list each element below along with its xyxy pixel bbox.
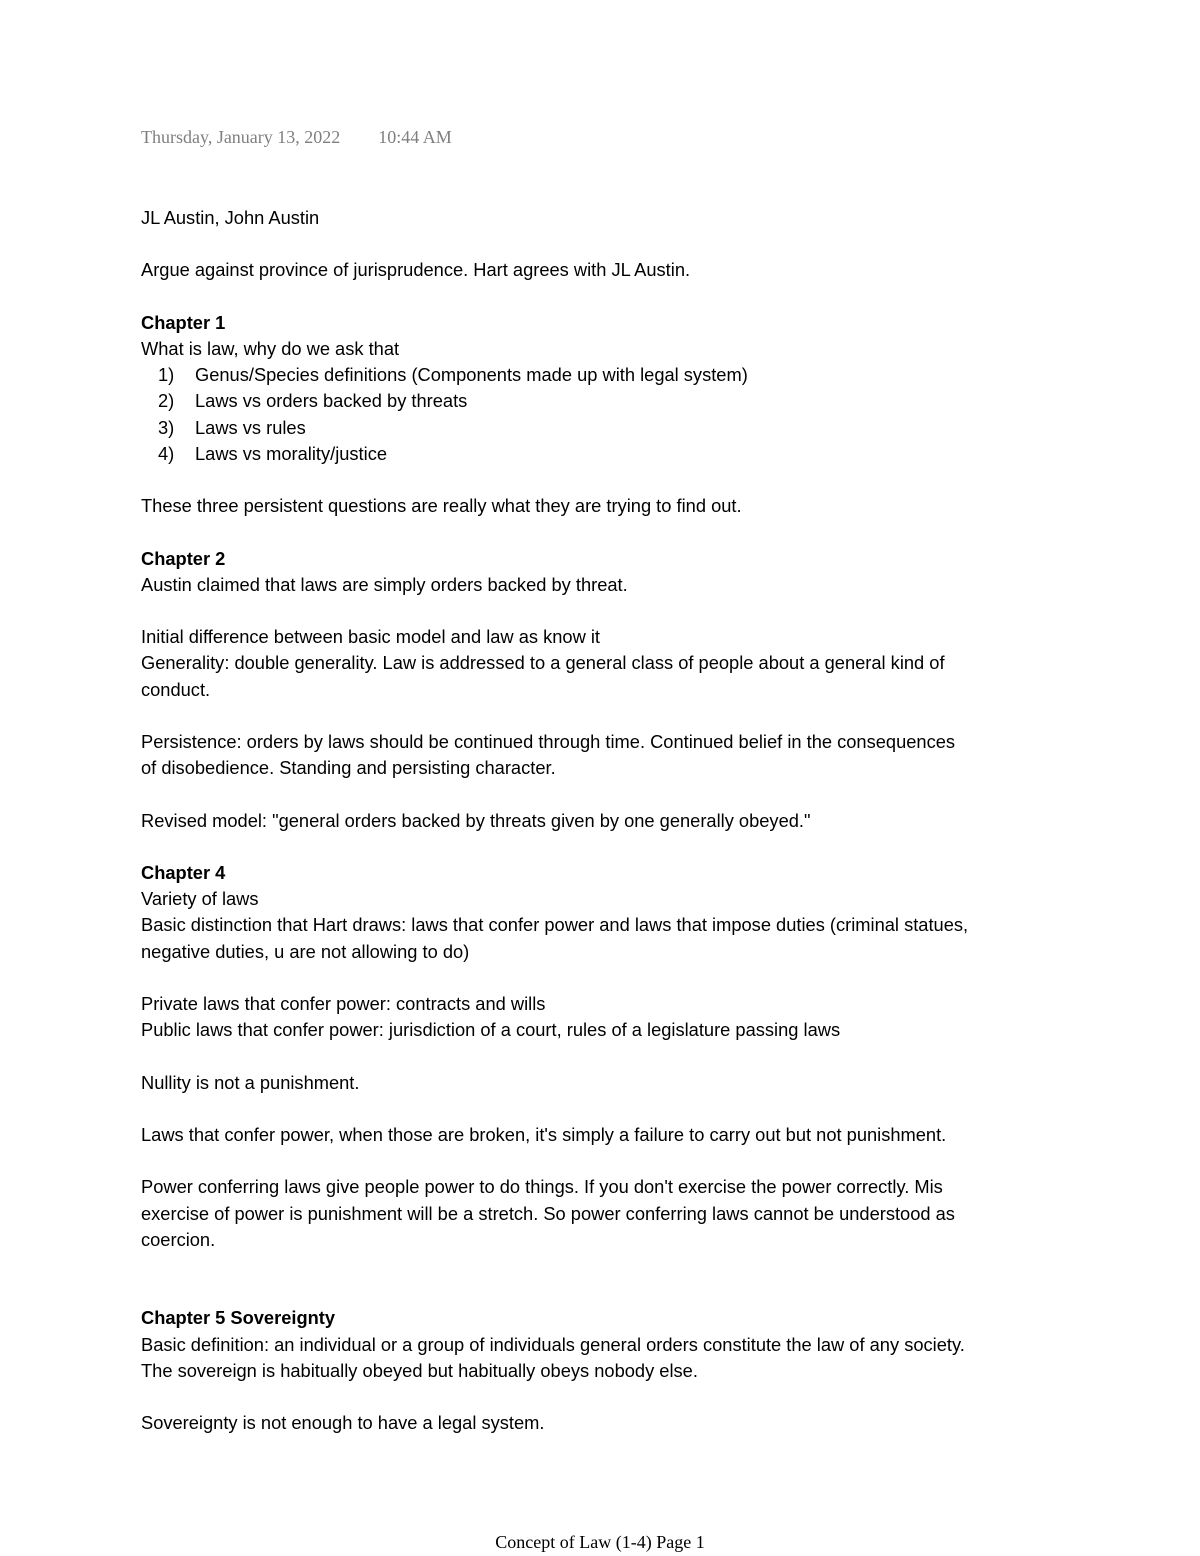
- list-item: [141, 441, 971, 467]
- spacer: [141, 1279, 971, 1305]
- chapter5-enough: Sovereignty is not enough to have a legal system.: [141, 1412, 545, 1434]
- chapter1-list: [141, 362, 971, 467]
- list-text: Genus/Species definitions (Components made up with legal system): [195, 364, 748, 386]
- list-number: 3): [158, 416, 175, 438]
- chapter2-revised: Revised model: "general orders backed by threats given by one generally obeyed.": [141, 809, 811, 831]
- chapter1-question: What is law, why do we ask that: [141, 337, 400, 359]
- chapter1-summary: These three persistent questions are really what they are trying to find out.: [141, 495, 742, 517]
- note-body: [141, 205, 971, 1436]
- authors-line: JL Austin, John Austin: [141, 207, 320, 228]
- chapter4-private: Private laws that confer power: contracts and wills: [141, 992, 546, 1014]
- chapter4-confer: Laws that confer power, when those are broken, it's simply a failure to carry out but not punishment.: [141, 1123, 947, 1145]
- chapter2-heading: Chapter 2: [141, 547, 226, 569]
- chapter4-public: Public laws that confer power: jurisdiction of a court, rules of a legislature passing laws: [141, 1019, 841, 1041]
- list-number: 1): [158, 364, 175, 386]
- chapter2-generality: Generality: double generality. Law is addressed to a general class of people about a general kind of conduct.: [141, 652, 945, 700]
- chapter4-nullity: Nullity is not a punishment.: [141, 1071, 360, 1093]
- list-number: 4): [158, 442, 175, 464]
- list-text: Laws vs orders backed by threats: [195, 390, 468, 412]
- list-text: Laws vs rules: [195, 416, 306, 438]
- header-time: 10:44 AM: [378, 127, 452, 147]
- header-date: Thursday, January 13, 2022: [141, 127, 341, 147]
- intro-line: Argue against province of jurisprudence. Hart agrees with JL Austin.: [141, 259, 691, 281]
- chapter4-distinction: Basic distinction that Hart draws: laws that confer power and laws that impose duties (criminal statues, negative duties, u are not allowing to do): [141, 914, 969, 962]
- list-text: Laws vs morality/justice: [195, 442, 388, 464]
- chapter2-difference: Initial difference between basic model and law as know it: [141, 626, 600, 648]
- chapter2-claim: Austin claimed that laws are simply orders backed by threat.: [141, 573, 628, 595]
- list-number: 2): [158, 390, 175, 412]
- chapter4-heading: Chapter 4: [141, 861, 226, 883]
- chapter4-variety: Variety of laws: [141, 888, 259, 910]
- list-item: [141, 388, 971, 414]
- page-footer: Concept of Law (1-4) Page 1: [495, 1532, 705, 1552]
- chapter2-persistence: Persistence: orders by laws should be continued through time. Continued belief in the consequences of disobedience. Standing and persisting character.: [141, 730, 956, 779]
- chapter4-power: Power conferring laws give people power to do things. If you don't exercise the power correctly. Mis exercise of power is punishment will be a stretch. So power conferring laws cannot be understood as coercion.: [141, 1176, 955, 1250]
- chapter5-heading: Chapter 5 Sovereignty: [141, 1307, 336, 1329]
- list-item: [141, 362, 971, 388]
- chapter5-definition: Basic definition: an individual or a group of individuals general orders constitute the law of any society. The sovereign is habitually obeyed but habitually obeys nobody else.: [141, 1333, 965, 1381]
- page-header: [141, 127, 452, 148]
- list-item: [141, 415, 971, 441]
- chapter1-heading: Chapter 1: [141, 311, 226, 333]
